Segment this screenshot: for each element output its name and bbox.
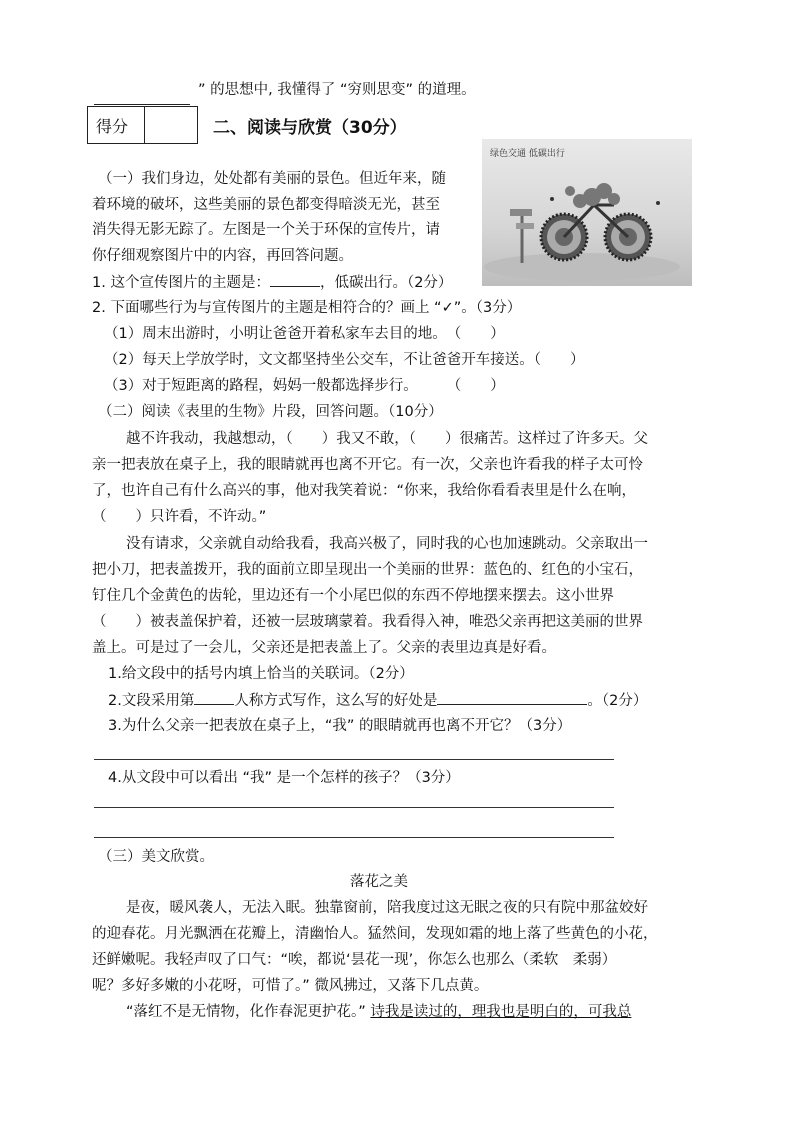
q2-part-b: 人称方式写作，这么写的好处是 bbox=[234, 693, 438, 709]
part2-question-3: 3.为什么父亲一把表放在桌子上，“我” 的眼睛就再也离不开它？（3分） bbox=[108, 718, 572, 734]
score-label: 得分 bbox=[96, 117, 129, 136]
part2-para2-line: （ ）被表盖保护着，还被一层玻璃蒙着。我看得入神，唯恐父亲再把这美丽的世界 bbox=[92, 614, 643, 630]
answer-line[interactable] bbox=[94, 807, 614, 808]
part1-intro-line: 消失得无影无踪了。左图是一个关于环保的宣传片，请 bbox=[92, 222, 440, 238]
underlined-text: 诗我是读过的，理我也是明白的，可我总 bbox=[370, 1004, 632, 1020]
part2-para1-line: 了，也许自己有什么高兴的事，他对我笑着说：“你来，我给你看看表里是什么在响， bbox=[92, 483, 637, 499]
answer-blank[interactable] bbox=[194, 690, 234, 705]
bicycle-illustration bbox=[482, 139, 692, 286]
part2-para2-line: 盖上。可是过了一会儿，父亲还是把表盖上了。父亲的表里边真是好看。 bbox=[92, 640, 556, 656]
essay-title: 落花之美 bbox=[350, 874, 408, 890]
score-divider bbox=[144, 107, 145, 143]
part2-para2-line: 把小刀，把表盖拨开，我的面前立即呈现出一个美丽的世界：蓝色的、红色的小宝石， bbox=[92, 562, 643, 578]
part1-intro-line: （一）我们身边，处处都有美丽的景色。但近年来，随 bbox=[98, 171, 446, 187]
part2-question-1: 1.给文段中的括号内填上恰当的关联词。（2分） bbox=[108, 666, 414, 682]
part3-title: （三）美文欣赏。 bbox=[98, 849, 214, 865]
part2-question-4: 4.从文段中可以看出 “我” 是一个怎样的孩子？（3分） bbox=[108, 770, 460, 786]
answer-line[interactable] bbox=[94, 837, 614, 838]
choice-item[interactable]: （2）每天上学放学时，文文都坚持坐公交车，不让爸爸开车接送。（ ） bbox=[104, 352, 585, 368]
choice-item[interactable]: （1）周末出游时，小明让爸爸开着私家车去目的地。 （ ） bbox=[104, 326, 505, 342]
score-box[interactable] bbox=[87, 106, 198, 144]
part3-para1-line: 呢？多好多嫩的小花呀，可惜了。” 微风拂过，又落下几点黄。 bbox=[92, 978, 489, 994]
q1-suffix: ，低碳出行。（2分） bbox=[319, 275, 453, 291]
q1-prefix: 1. 这个宣传图片的主题是： bbox=[92, 275, 270, 291]
signpost-icon bbox=[510, 209, 534, 263]
part1-question-1 bbox=[92, 272, 452, 293]
part1-intro-line: 你仔细观察图片中的内容，再回答问题。 bbox=[92, 248, 353, 264]
top-line-text: ” 的思想中, 我懂得了 “穷则思变” 的道理。 bbox=[198, 82, 476, 98]
part2-question-2 bbox=[108, 690, 647, 711]
part3-para1-line: 还鲜嫩呢。我轻声叹了口气：“唉，都说‘昙花一现’，你怎么也那么（柔软 柔弱） bbox=[92, 952, 617, 968]
part2-para2-line: 钉住几个金黄色的齿轮，里边还有一个小尾巴似的东西不停地摆来摆去。这小世界 bbox=[92, 588, 614, 604]
part2-title: （二）阅读《表里的生物》片段，回答问题。（10分） bbox=[98, 404, 443, 420]
part1-intro-line: 着环境的破坏，这些美丽的景色都变得暗淡无光，甚至 bbox=[92, 197, 440, 213]
answer-blank[interactable] bbox=[94, 90, 190, 105]
answer-blank[interactable] bbox=[437, 690, 587, 705]
part2-para1-line: （ ）只许看，不许动。” bbox=[92, 509, 267, 525]
q2-part-a: 2.文段采用第 bbox=[108, 693, 195, 709]
answer-line[interactable] bbox=[94, 759, 614, 760]
poster-caption: 绿色交通 低碳出行 bbox=[490, 149, 565, 159]
part3-para1-line: 是夜，暖风袭人，无法入眠。独靠窗前，陪我度过这无眠之夜的只有院中那盆姣好 bbox=[126, 900, 648, 916]
part3-para2-line bbox=[126, 1002, 631, 1022]
part1-question-2: 2. 下面哪些行为与宣传图片的主题是相符合的？画上 “✓”。（3分） bbox=[92, 300, 522, 316]
q2-part-c: 。（2分） bbox=[587, 693, 648, 709]
part2-para1-line: 越不许我动，我越想动，（ ）我又不敢，（ ）很痛苦。这样过了许多天。父 bbox=[126, 431, 648, 447]
part3-para1-line: 的迎春花。月光飘洒在花瓣上，清幽怡人。猛然间，发现如霜的地上落了些黄色的小花， bbox=[92, 926, 658, 942]
part2-para1-line: 亲一把表放在桌子上，我的眼睛就再也离不开它。有一次，父亲也许看我的样子太可怜 bbox=[92, 457, 643, 473]
answer-blank[interactable] bbox=[270, 272, 320, 287]
poster-image bbox=[482, 139, 692, 286]
section-title: 二、阅读与欣赏（30分） bbox=[213, 118, 407, 138]
part2-para2-line: 没有请求，父亲就自动给我看，我高兴极了，同时我的心也加速跳动。父亲取出一 bbox=[126, 536, 648, 552]
poem-quote: “落红不是无情物，化作春泥更护花。” bbox=[126, 1004, 371, 1020]
choice-item[interactable]: （3）对于短距离的路程，妈妈一般都选择步行。 （ ） bbox=[104, 378, 505, 394]
foliage-icon bbox=[565, 183, 620, 208]
